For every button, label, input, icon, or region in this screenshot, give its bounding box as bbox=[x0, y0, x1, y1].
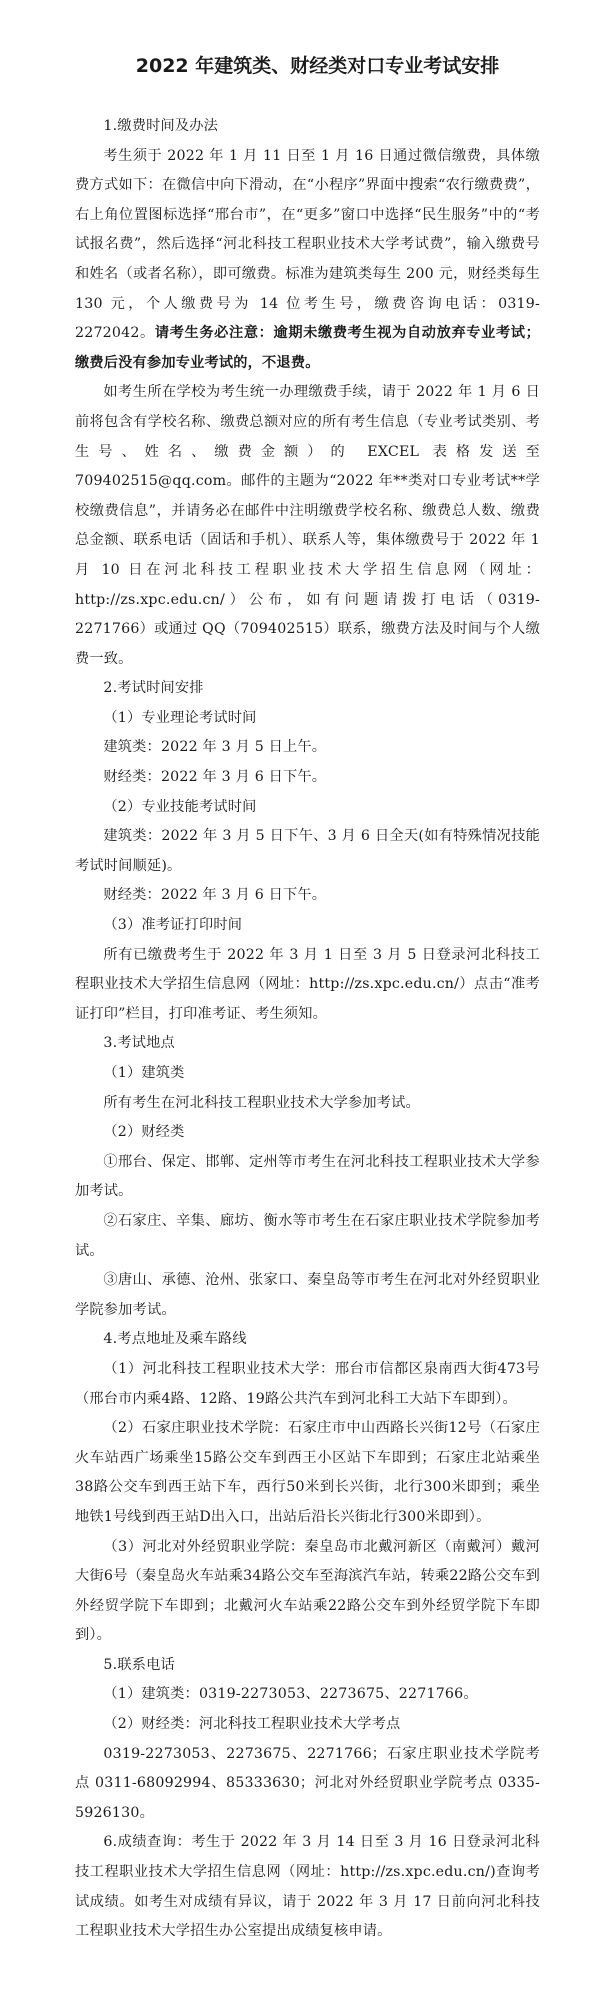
venue-finance-item-1: ①邢台、保定、邯郸、定州等市考生在河北科技工程职业技术大学参加考试。 bbox=[75, 1153, 540, 1200]
venue-finance-heading: （2）财经类 bbox=[103, 1124, 185, 1141]
section-heading-payment: 1.缴费时间及办法 bbox=[103, 118, 219, 134]
address-shijiazhuang: （2）石家庄职业技术学院：石家庄市中山西路长兴街12号（石家庄火车站西广场乘坐15路公交车到西王小区站下车即到；石家庄北站乘坐38路公交车到西王站下车，西行50米到长兴街，北行300米即到；乘坐地铁1号线到西王站D出入口，出站后沿长兴街北行300米即到）。 bbox=[75, 1420, 540, 1525]
venue-finance-item-3: ③唐山、承德、沧州、张家口、秦皇岛等市考生在河北对外经贸职业学院参加考试。 bbox=[75, 1272, 540, 1318]
venue-finance-item-2: ②石家庄、辛集、廊坊、衡水等市考生在石家庄职业技术学院参加考试。 bbox=[75, 1212, 540, 1259]
document-body bbox=[75, 112, 540, 1947]
page-title: 2022 年建筑类、财经类对口专业考试安排 bbox=[135, 55, 500, 77]
venue-construction-text: 所有考生在河北科技工程职业技术大学参加考试。 bbox=[103, 1094, 420, 1111]
section-score-query: 6.成绩查询：考生于 2022 年 3 月 14 日至 3 月 16 日登录河北科技工程职业技术大学招生信息网（网址：http://zs.xpc.edu.cn/)查询考试成绩。如考生对成绩有异议，请于 2022 年 3 月 17 日前向河北科技工程职业技术大学招生办公室提出成绩复核申请。 bbox=[75, 1834, 540, 1940]
schedule-theory-finance: 财经类：2022 年 3 月 6 日下午。 bbox=[103, 769, 327, 786]
contact-finance-numbers: 0319-2273053、2273675、2271766；石家庄职业技术学院考点 0311-68092994、85333630；河北对外经贸职业学院考点 0335-5926130。 bbox=[75, 1745, 540, 1821]
section-heading-venue: 3.考试地点 bbox=[103, 1035, 175, 1052]
schedule-admission-text: 所有已缴费考生于 2022 年 3 月 1 日至 3 月 5 日登录河北科技工程职业技术大学招生信息网（网址：http://zs.xpc.edu.cn/）点击“准考证打印”栏目，打印准考证、考生须知。 bbox=[75, 946, 540, 1022]
section-heading-schedule: 2.考试时间安排 bbox=[103, 680, 204, 697]
schedule-skill-construction: 建筑类：2022 年 3 月 5 日下午、3 月 6 日全天(如有特殊情况技能考试时间顺延)。 bbox=[75, 828, 540, 874]
schedule-skill-heading: （2）专业技能考试时间 bbox=[103, 798, 257, 815]
payment-instructions: 考生须于 2022 年 1 月 11 日至 1 月 16 日通过微信缴费，具体缴费方式如下：在微信中向下滑动，在“小程序”界面中搜索“农行缴费费”，右上角位置图标选择“邢台市”，在“更多”窗口中选择“民生服务”中的“考试报名费”，然后选择“河北科技工程职业技术大学考试费”，输入缴费号和姓名（或者名称），即可缴费。标准为建筑类每生 200 元，财经类每生 130 元，个人缴费号为 14 位考生号，缴费咨询电话：0319-2272042。 bbox=[75, 147, 540, 342]
address-hebei-keji: （1）河北科技工程职业技术大学：邢台市信都区泉南西大街473号（邢台市内乘4路、12路、19路公共汽车到河北科工大站下车即到）。 bbox=[75, 1360, 540, 1407]
payment-paragraph-2: 如考生所在学校为考生统一办理缴费手续，请于 2022 年 1 月 6 日前将包含有学校名称、缴费总额对应的所有考生信息（专业考试类别、考生号、姓名、缴费金额）的 EXCEL 表格发送至 709402515@qq.com。邮件的主题为“2022 年**类对口专业考试**学校缴费信息”，并请务必在邮件中注明缴费学校名称、缴费总人数、缴费总金额、联系电话（固话和手机）、联系人等，集体缴费号于 2022 年 1 月 10 日在河北科技工程职业技术大学招生信息网（网址：http://zs.xpc.edu.cn/）公布，如有问题请拨打电话（0319-2271766）或通过 QQ（709402515）联系，缴费方法及时间与个人缴费一致。 bbox=[75, 384, 540, 667]
section-heading-contact: 5.联系电话 bbox=[103, 1656, 175, 1673]
section-heading-address: 4.考点地址及乘车路线 bbox=[103, 1331, 247, 1348]
schedule-theory-heading: （1）专业理论考试时间 bbox=[103, 709, 257, 726]
address-hebei-duiwai: （3）河北对外经贸职业学院：秦皇岛市北戴河新区（南戴河）戴河大街6号（秦皇岛火车站乘34路公交车至海滨汽车站，转乘22路公交车到外经贸学院下车即到；北戴河火车站乘22路公交车到外经贸学院下车即到）。 bbox=[75, 1538, 540, 1644]
schedule-admission-heading: （3）准考证打印时间 bbox=[103, 917, 243, 934]
contact-construction: （1）建筑类：0319-2273053、2273675、2271766。 bbox=[103, 1686, 478, 1703]
schedule-skill-finance: 财经类：2022 年 3 月 6 日下午。 bbox=[103, 887, 327, 904]
payment-paragraph-1 bbox=[75, 142, 540, 379]
payment-warning: 请考生务必注意：逾期未缴费考生视为自动放弃专业考试；缴费后没有参加专业考试的，不退费。 bbox=[75, 325, 540, 371]
contact-finance: （2）财经类：河北科技工程职业技术大学考点 bbox=[103, 1716, 401, 1733]
schedule-theory-construction: 建筑类：2022 年 3 月 5 日上午。 bbox=[103, 739, 327, 756]
venue-construction-heading: （1）建筑类 bbox=[103, 1065, 185, 1081]
